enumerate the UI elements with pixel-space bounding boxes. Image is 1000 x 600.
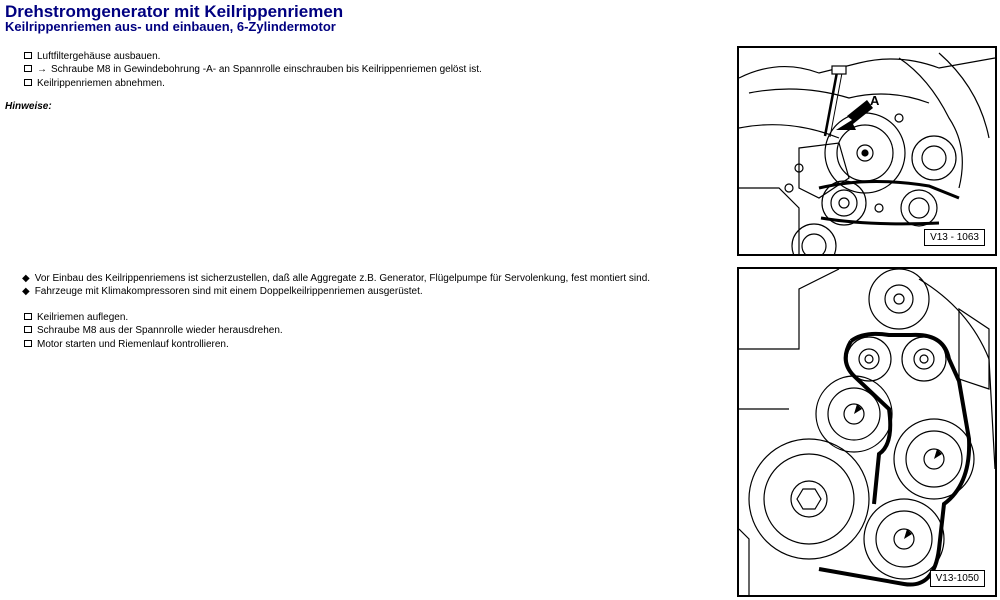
checkbox-icon <box>24 326 32 333</box>
belt-routing-drawing <box>739 269 995 595</box>
step-item: Schraube M8 aus der Spannrolle wieder herausdrehen. <box>24 324 283 337</box>
step-item: Keilriemen auflegen. <box>24 311 283 324</box>
figure-label: V13-1050 <box>930 570 985 587</box>
checkbox-icon <box>24 52 32 59</box>
step-item: Luftfiltergehäuse ausbauen. <box>24 50 482 63</box>
note-item: ◆ Fahrzeuge mit Klimakompressoren sind mit einem Doppelkeilrippenriemen ausgerüstet. <box>22 286 423 298</box>
figure-label: V13 - 1063 <box>924 229 985 246</box>
step-item: Motor starten und Riemenlauf kontrollieren. <box>24 338 283 351</box>
checkbox-icon <box>24 79 32 86</box>
figure-tensioner <box>737 46 997 256</box>
figure-belt-routing <box>737 267 997 597</box>
arrow-right-icon: → <box>37 64 47 76</box>
notes-list <box>22 272 650 299</box>
notes-heading: Hinweise: <box>5 101 52 112</box>
checkbox-icon <box>24 65 32 72</box>
removal-steps <box>24 50 482 90</box>
page-subtitle: Keilrippenriemen aus- und einbauen, 6-Zylindermotor <box>5 19 336 34</box>
checkbox-icon <box>24 340 32 347</box>
tensioner-drawing <box>739 48 995 254</box>
page-title: Drehstromgenerator mit Keilrippenriemen <box>5 2 344 21</box>
step-item: Keilrippenriemen abnehmen. <box>24 77 482 90</box>
diamond-bullet-icon: ◆ <box>22 286 30 298</box>
step-item: → Schraube M8 in Gewindebohrung -A- an Spannrolle einschrauben bis Keilrippenriemen gelöst ist. <box>24 63 482 76</box>
installation-steps <box>24 311 283 351</box>
note-item: ◆ Vor Einbau des Keilrippenriemens ist sicherzustellen, daß alle Aggregate z.B. Generator, Flügelpumpe für Servolenkung, fest montiert sind. <box>22 273 651 284</box>
diamond-bullet-icon: ◆ <box>22 273 30 284</box>
callout-label-a: A <box>870 93 880 108</box>
checkbox-icon <box>24 313 32 320</box>
